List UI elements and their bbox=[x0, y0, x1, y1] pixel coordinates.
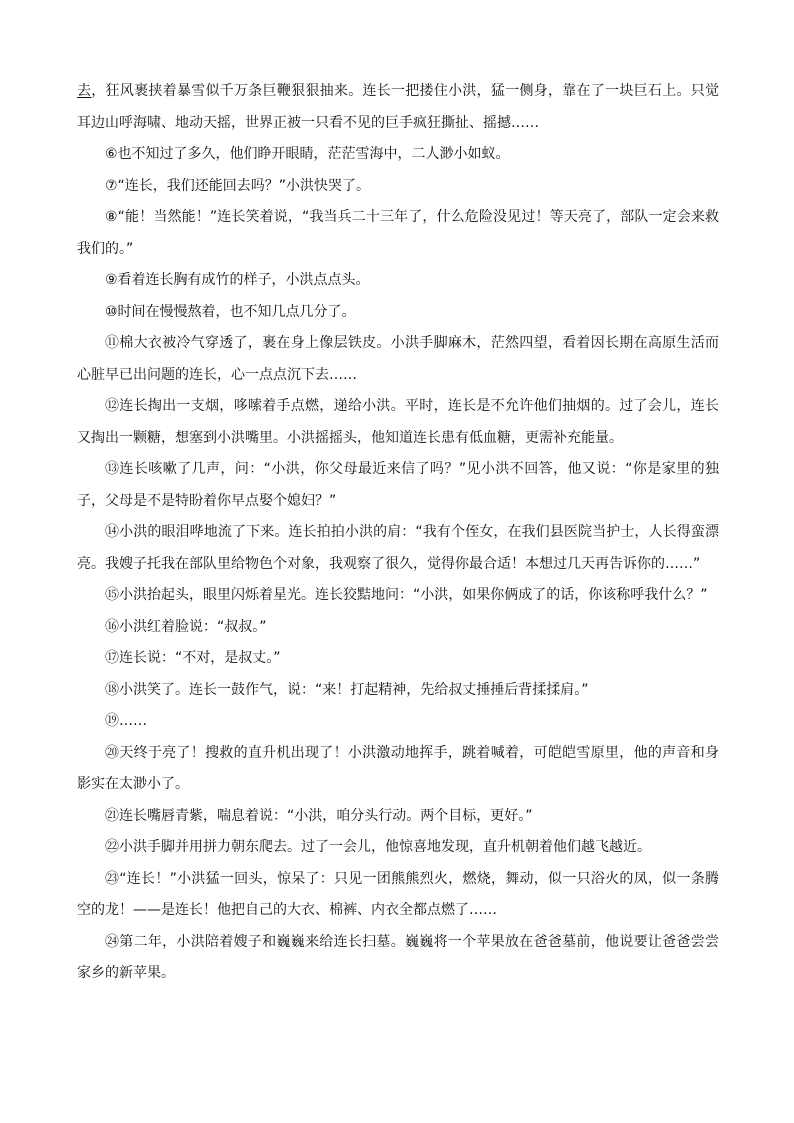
paragraph-19: ⑲…… bbox=[105, 713, 147, 729]
paragraph-21: ㉑连长嘴唇青紫，喘息着说：“小洪，咱分头行动。两个目标，更好。” bbox=[105, 807, 533, 824]
paragraph-5-continued bbox=[77, 76, 719, 139]
paragraph-17: ⑰连长说：“不对，是叔丈。” bbox=[105, 650, 281, 666]
paragraph-24: ㉔第二年，小洪陪着嫂子和巍巍来给连长扫墓。巍巍将一个苹果放在爸爸墓前，他说要让爸爸尝尝家乡的新苹果。 bbox=[77, 933, 719, 981]
paragraph-6: ⑥也不知过了多久，他们睁开眼睛，茫茫雪海中，二人渺小如蚁。 bbox=[105, 146, 510, 162]
paragraph-16: ⑯小洪红着脸说：“叔叔。” bbox=[105, 618, 267, 635]
paragraph-18: ⑱小洪笑了。连长一鼓作气，说：“来！打起精神，先给叔丈捶捶后背揉揉肩。” bbox=[105, 681, 589, 698]
paragraph-14: ⑭小洪的眼泪哗地流了下来。连长拍拍小洪的肩：“我有个侄女，在我们县医院当护士，人长得蛮漂亮。我嫂子托我在部队里给物色个对象，我观察了很久，觉得你最合适！本想过几天再告诉你的……” bbox=[77, 524, 719, 572]
paragraph-7: ⑦“连长，我们还能回去吗？”小洪快哭了。 bbox=[105, 177, 371, 194]
paragraph-15: ⑮小洪抬起头，眼里闪烁着星光。连长狡黠地问：“小洪，如果你俩成了的话，你该称呼我什么？” bbox=[105, 587, 708, 603]
paragraph-text: ，狂风裹挟着暴雪似千万条巨鞭狠狠抽来。连长一把搂住小洪，猛一侧身，靠在了一块巨石上。只觉耳边山呼海啸、地动天摇，世界正被一只看不见的巨手疯狂撕扯、摇撼…… bbox=[77, 83, 720, 131]
paragraph-20: ⑳天终于亮了！搜救的直升机出现了！小洪激动地挥手，跳着喊着，可皑皑雪原里，他的声音和身影实在太渺小了。 bbox=[77, 744, 719, 792]
paragraph-10: ⑩时间在慢慢熬着，也不知几点几分了。 bbox=[105, 303, 356, 320]
paragraph-22: ㉒小洪手脚并用拼力朝东爬去。过了一会儿，他惊喜地发现，直升机朝着他们越飞越近。 bbox=[105, 839, 651, 855]
paragraph-8: ⑧“能！当然能！”连长笑着说，“我当兵二十三年了，什么危险没见过！等天亮了，部队一定会来救我们的。” bbox=[77, 209, 719, 257]
paragraph-13: ⑬连长咳嗽了几声，问：“小洪，你父母最近来信了吗？”见小洪不回答，他又说：“你是家里的独子，父母是不是特盼着你早点娶个媳妇？” bbox=[77, 461, 719, 509]
underlined-char: 去 bbox=[77, 83, 92, 99]
paragraph-23: ㉓“连长！”小洪猛一回头，惊呆了：只见一团熊熊烈火，燃烧，舞动，似一只浴火的凤，似一条腾空的龙！——是连长！他把自己的大衣、棉裤、内衣全都点燃了…… bbox=[77, 870, 719, 918]
paragraph-9: ⑨看着连长胸有成竹的样子，小洪点点头。 bbox=[105, 272, 370, 288]
paragraph-11: ⑪棉大衣被冷气穿透了，裹在身上像层铁皮。小洪手脚麻木，茫然四望，看着因长期在高原生活而心脏早已出问题的连长，心一点点沉下去…… bbox=[77, 335, 719, 383]
paragraph-12: ⑫连长掏出一支烟，哆嗦着手点燃，递给小洪。平时，连长是不允许他们抽烟的。过了会儿，连长又掏出一颗糖，想塞到小洪嘴里。小洪摇摇头，他知道连长患有低血糖，更需补充能量。 bbox=[77, 398, 719, 446]
